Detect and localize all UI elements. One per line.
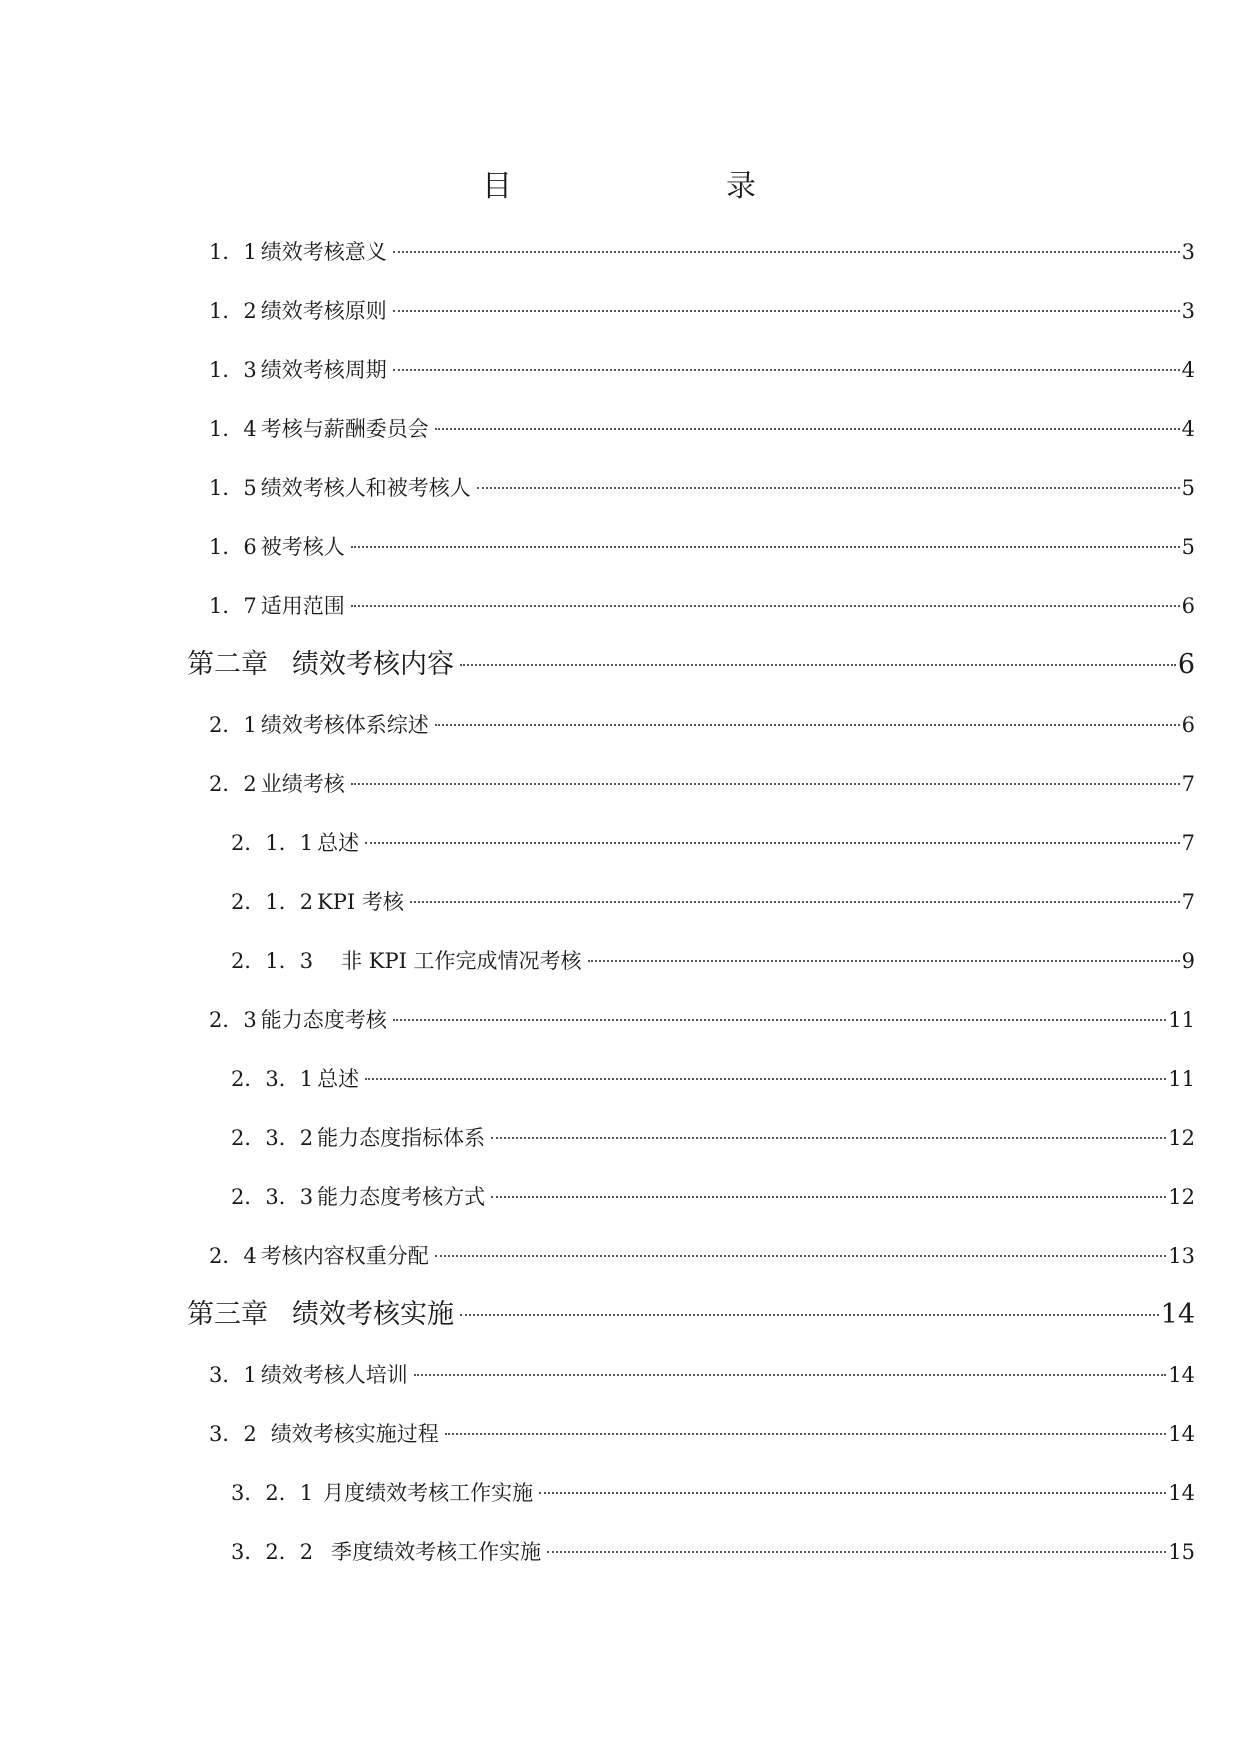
toc-entry-number: 1．6 — [209, 535, 257, 559]
toc-entry-page: 12 — [1168, 1185, 1195, 1209]
dot-leader — [365, 1078, 1166, 1080]
toc-entry-page: 4 — [1181, 358, 1195, 382]
toc-entry-title: 绩效考核人和被考核人 — [260, 476, 471, 500]
toc-entry-page: 7 — [1181, 772, 1195, 796]
dot-leader — [393, 251, 1180, 253]
toc-entry-page: 14 — [1168, 1422, 1195, 1446]
toc-entry-page: 7 — [1181, 890, 1195, 914]
toc-entry-title: 考核与薪酬委员会 — [260, 417, 429, 441]
toc-entry-number: 1．1 — [209, 240, 257, 264]
dot-leader — [393, 1019, 1167, 1021]
toc-subentry[interactable] — [231, 1535, 1195, 1569]
toc-chapter-title: 绩效考核内容 — [292, 649, 454, 680]
toc-entry-title: 能力态度指标体系 — [317, 1126, 486, 1150]
toc-entry-page: 9 — [1181, 949, 1195, 973]
toc-chapter-number: 第二章 — [187, 649, 268, 680]
toc-entry[interactable] — [209, 589, 1195, 623]
toc-entry-number: 1．3 — [209, 358, 257, 382]
toc-entry-page: 5 — [1181, 535, 1195, 559]
toc-entry-page: 4 — [1181, 417, 1195, 441]
toc-entry[interactable] — [209, 1417, 1195, 1451]
toc-entry[interactable] — [209, 412, 1195, 446]
toc-entry-page: 14 — [1168, 1481, 1195, 1505]
toc-entry-page: 3 — [1181, 299, 1195, 323]
toc-entry-number: 2．3．2 — [231, 1126, 314, 1150]
toc-entry-number: 3．2．2 — [231, 1540, 314, 1564]
toc-entry[interactable] — [209, 1003, 1195, 1037]
toc-chapter-number: 第三章 — [187, 1299, 268, 1330]
toc-entry-page: 7 — [1181, 831, 1195, 855]
toc-entry-page: 6 — [1181, 594, 1195, 618]
dot-leader — [491, 1137, 1166, 1139]
dot-leader — [460, 664, 1176, 666]
dot-leader — [460, 1314, 1159, 1316]
toc-entry-number: 3．2．1 — [231, 1481, 314, 1505]
toc-subentry[interactable] — [231, 1476, 1195, 1510]
dot-leader — [539, 1492, 1166, 1494]
toc-entry-page: 13 — [1168, 1244, 1195, 1268]
toc-entry-page: 3 — [1181, 240, 1195, 264]
toc-entry-number: 1．2 — [209, 299, 257, 323]
dot-leader — [351, 605, 1180, 607]
toc-entry-number: 2．4 — [209, 1244, 257, 1268]
toc-entry-number: 2．1．3 — [231, 949, 314, 973]
toc-entry-number: 2．1．2 — [231, 890, 314, 914]
toc-chapter-page: 14 — [1160, 1299, 1195, 1330]
toc-subentry[interactable] — [231, 944, 1195, 978]
toc-entry-page: 6 — [1181, 713, 1195, 737]
title-char-2: 录 — [726, 169, 756, 204]
toc-entry-number: 1．4 — [209, 417, 257, 441]
toc-entry-title: 绩效考核实施过程 — [270, 1422, 439, 1446]
dot-leader — [351, 783, 1180, 785]
toc-chapter[interactable] — [187, 1295, 1195, 1335]
dot-leader — [547, 1551, 1166, 1553]
toc-chapter[interactable] — [187, 645, 1195, 685]
toc-subentry[interactable] — [231, 885, 1195, 919]
toc-entry[interactable] — [209, 353, 1195, 387]
toc-entry-title: 能力态度考核方式 — [317, 1185, 486, 1209]
title-char-1: 目 — [482, 169, 512, 204]
dot-leader — [435, 428, 1180, 430]
toc-chapter-title: 绩效考核实施 — [292, 1299, 454, 1330]
toc-entry[interactable] — [209, 767, 1195, 801]
toc-entry-title: 总述 — [317, 1067, 360, 1091]
toc-entry-title: 业绩考核 — [260, 772, 345, 796]
toc-entry-title: 绩效考核周期 — [260, 358, 387, 382]
dot-leader — [351, 546, 1180, 548]
toc-entry-title: 月度绩效考核工作实施 — [323, 1481, 534, 1505]
toc-subentry[interactable] — [231, 826, 1195, 860]
toc-entry[interactable] — [209, 1239, 1195, 1273]
toc-entry-title: 绩效考核体系综述 — [260, 713, 429, 737]
toc-entry[interactable] — [209, 235, 1195, 269]
toc-entry-title: 非 KPI 工作完成情况考核 — [341, 949, 582, 973]
toc-entry-title: 绩效考核人培训 — [260, 1363, 408, 1387]
toc-entry-number: 1．7 — [209, 594, 257, 618]
toc-subentry[interactable] — [231, 1180, 1195, 1214]
toc-entry-title: 季度绩效考核工作实施 — [331, 1540, 542, 1564]
toc-entry-number: 1．5 — [209, 476, 257, 500]
dot-leader — [414, 1374, 1167, 1376]
toc-entry-page: 14 — [1168, 1363, 1195, 1387]
toc-entry-number: 2．1 — [209, 713, 257, 737]
dot-leader — [477, 487, 1180, 489]
dot-leader — [435, 1255, 1167, 1257]
toc-entry-page: 11 — [1168, 1067, 1195, 1091]
toc-entry-number: 2．1．1 — [231, 831, 314, 855]
dot-leader — [588, 960, 1180, 962]
toc-entry-number: 2．3．3 — [231, 1185, 314, 1209]
toc-entry-number: 2．3 — [209, 1008, 257, 1032]
toc-entry-title: 绩效考核意义 — [260, 240, 387, 264]
dot-leader — [445, 1433, 1167, 1435]
toc-entry-title: 能力态度考核 — [260, 1008, 387, 1032]
toc-entry[interactable] — [209, 1358, 1195, 1392]
toc-subentry[interactable] — [231, 1121, 1195, 1155]
page-title — [0, 164, 1241, 210]
dot-leader — [393, 310, 1180, 312]
toc-entry-number: 2．2 — [209, 772, 257, 796]
dot-leader — [393, 369, 1180, 371]
toc-entry[interactable] — [209, 294, 1195, 328]
dot-leader — [410, 901, 1180, 903]
toc-entry-title: 适用范围 — [260, 594, 345, 618]
toc-entry-page: 11 — [1168, 1008, 1195, 1032]
toc-entry-page: 5 — [1181, 476, 1195, 500]
toc-entry[interactable] — [209, 708, 1195, 742]
dot-leader — [491, 1196, 1166, 1198]
toc-entry-number: 3．1 — [209, 1363, 257, 1387]
toc-entry-title: 绩效考核原则 — [260, 299, 387, 323]
toc-subentry[interactable] — [231, 1062, 1195, 1096]
toc-entry-page: 12 — [1168, 1126, 1195, 1150]
toc-entry[interactable] — [209, 530, 1195, 564]
toc-entry-title: 总述 — [317, 831, 360, 855]
toc-entry-title: KPI 考核 — [317, 890, 404, 914]
toc-chapter-page: 6 — [1177, 649, 1195, 680]
toc-entry-title: 被考核人 — [260, 535, 345, 559]
toc-entry-page: 15 — [1168, 1540, 1195, 1564]
dot-leader — [365, 842, 1180, 844]
toc-entry[interactable] — [209, 471, 1195, 505]
dot-leader — [435, 724, 1180, 726]
toc-entry-number: 2．3．1 — [231, 1067, 314, 1091]
toc-entry-title: 考核内容权重分配 — [260, 1244, 429, 1268]
toc-entry-number: 3．2 — [209, 1422, 257, 1446]
